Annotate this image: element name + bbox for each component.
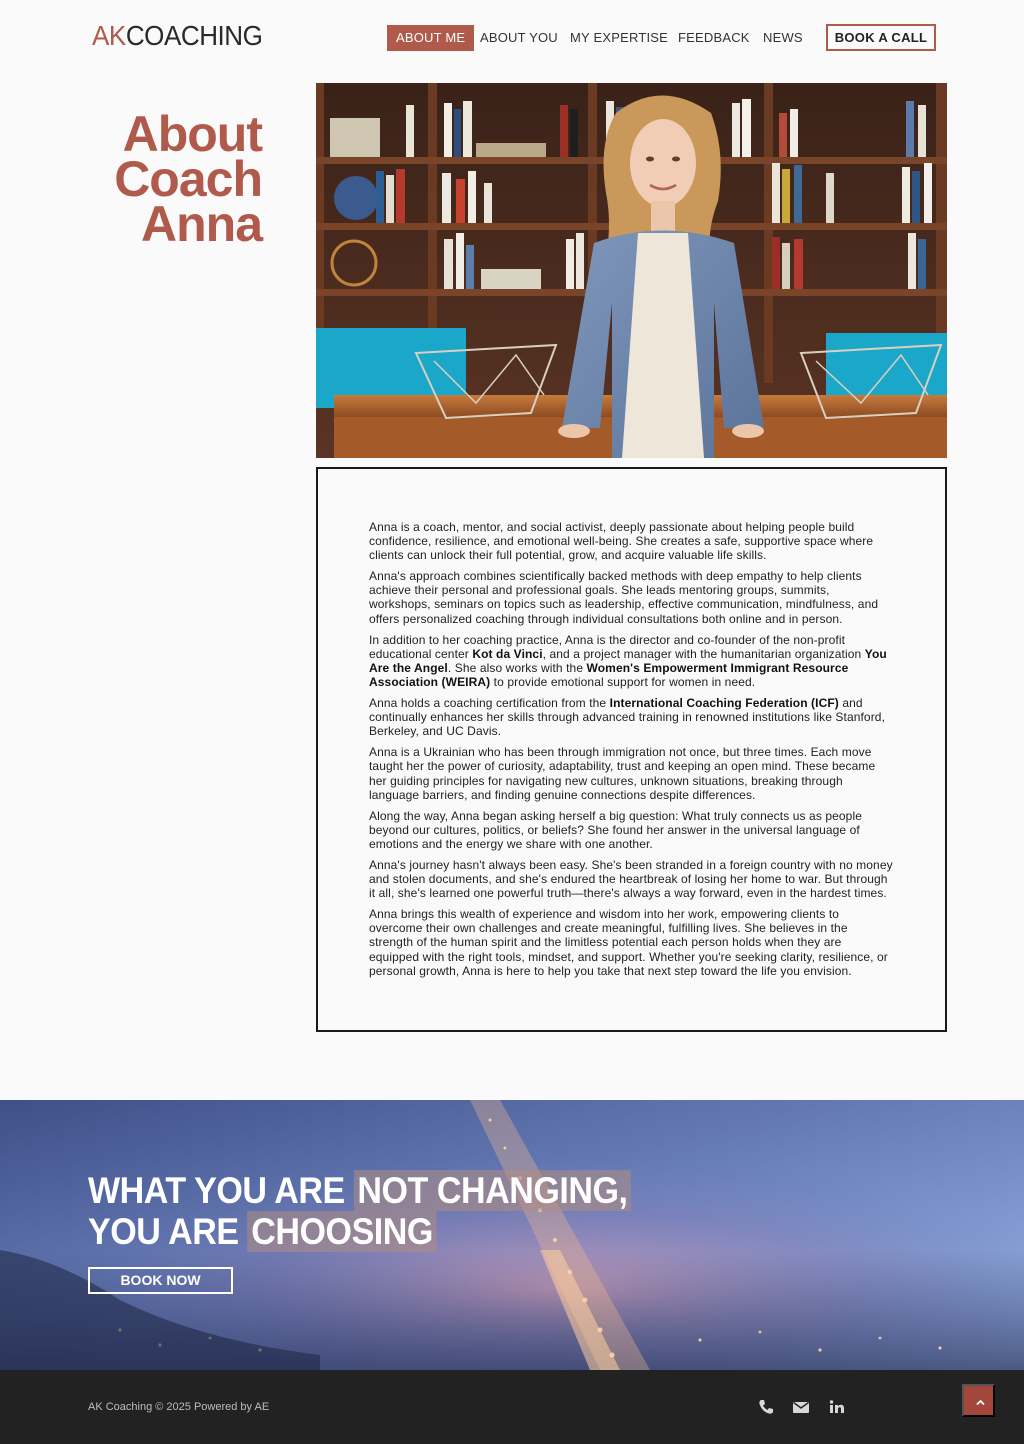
nav-item-about-you[interactable]: ABOUT YOU [480, 30, 558, 45]
bio-org-name: Kot da Vinci [472, 646, 543, 661]
nav-item-about-me[interactable]: ABOUT ME [387, 25, 474, 51]
envelope-icon[interactable] [792, 1398, 810, 1416]
phone-icon[interactable] [757, 1398, 775, 1416]
bio-paragraph: Anna is a Ukrainian who has been through immigration not once, but three times. Each move taught her the power of curiosity, adaptability, trust and keeping an open mind. These became her guiding principles for navigating new cultures, unknown situations, breaking through language barriers, and finding genuine connections despite differences. [369, 745, 876, 802]
bio-org-name: You Are the Angel [369, 646, 887, 675]
bio-section [316, 467, 947, 1032]
bio-paragraph: Along the way, Anna began asking herself a big question: What truly connects us as people beyond our cultures, politics, or beliefs? She found her answer in the universal language of emotions and the energy we share with one another. [369, 808, 862, 851]
hero-highlight: CHOOSING [248, 1211, 437, 1252]
footer-copyright: AK Coaching © 2025 Powered by AE [88, 1401, 270, 1413]
bio-text: and continually enhances her skills through advanced training in renowned institutions like Stanford, Berkeley, and UC Davis. [369, 696, 886, 739]
logo-ak: AK [92, 20, 126, 51]
book-now-button[interactable]: BOOK NOW [88, 1267, 233, 1294]
hero-headline-line [88, 1170, 631, 1211]
main-nav [0, 25, 1024, 51]
hero-headline-line [88, 1211, 631, 1252]
bio-text: In addition to her coaching practice, Anna is the director and co-founder of the non-profit educational center [369, 632, 846, 661]
hero-banner [0, 1100, 1024, 1370]
back-to-top-button[interactable] [962, 1384, 995, 1417]
site-footer [0, 1370, 1024, 1444]
bio-org-name: International Coaching Federation (ICF) [609, 696, 839, 711]
bio-text: . She also works with the [447, 660, 587, 675]
portrait-illustration [316, 83, 947, 458]
bio-text: to provide emotional support for women in need. [490, 674, 756, 689]
logo-coaching: COACHING [125, 20, 263, 51]
hero-headline [88, 1170, 631, 1252]
nav-item-feedback[interactable]: FEEDBACK [678, 30, 750, 45]
book-a-call-button[interactable]: BOOK A CALL [826, 24, 936, 51]
chevron-up-icon [964, 1407, 997, 1422]
hero-text: YOU ARE [88, 1211, 248, 1252]
bio-paragraph: Anna's approach combines scientifically backed methods with deep empathy to help clients achieve their personal and professional goals. She leads mentoring groups, summits, workshops, seminars on topics such as leadership, effective communication, mindfulness, and offers personalized coaching through individual consultations both online and in person. [369, 569, 879, 626]
coach-portrait-photo [316, 83, 947, 458]
page-title [100, 106, 262, 252]
bio-paragraph: Anna is a coach, mentor, and social activist, deeply passionate about helping people build confidence, resilience, and emotional well-being. She creates a safe, supportive space where clients can unlock their full potential, grow, and acquire valuable life skills. [369, 520, 874, 563]
site-header [0, 0, 1024, 78]
nav-item-my-expertise[interactable]: MY EXPERTISE [570, 30, 669, 45]
linkedin-icon[interactable] [828, 1398, 846, 1416]
nav-item-news[interactable]: NEWS [763, 30, 803, 45]
bio-paragraph [369, 696, 893, 738]
hero-highlight: NOT CHANGING, [354, 1170, 631, 1211]
bio-paragraph: Anna brings this wealth of experience and wisdom into her work, empowering clients to overcome their own challenges and create meaningful, fulfilling lives. She believes in the strength of the human spirit and the limitless potential each person holds when they are equipped with the right tools, mindset, and support. Whether you're seeking clarity, resilience, or personal growth, Anna is here to help you take that next step toward the life you envision. [369, 907, 888, 978]
page-title-line: Anna [141, 196, 262, 252]
bio-paragraph: Anna's journey hasn't always been easy. She's been stranded in a foreign country with no money and stolen documents, and she's endured the heartbreak of losing her home to war. But through it all, she's learned one powerful truth—there's always a way forward, even in the hardest times. [369, 857, 893, 901]
hero-text: WHAT YOU ARE [88, 1170, 354, 1211]
bio-paragraph [369, 633, 893, 689]
bio-org-name: Women's Empowerment Immigrant Resource Association (WEIRA) [369, 660, 849, 689]
page-title-line: About [122, 106, 262, 162]
bio-text: , and a project manager with the humanitarian organization [542, 646, 865, 661]
page-title-line: Coach [114, 151, 262, 207]
bio-text: Anna holds a coaching certification from the [369, 696, 610, 711]
